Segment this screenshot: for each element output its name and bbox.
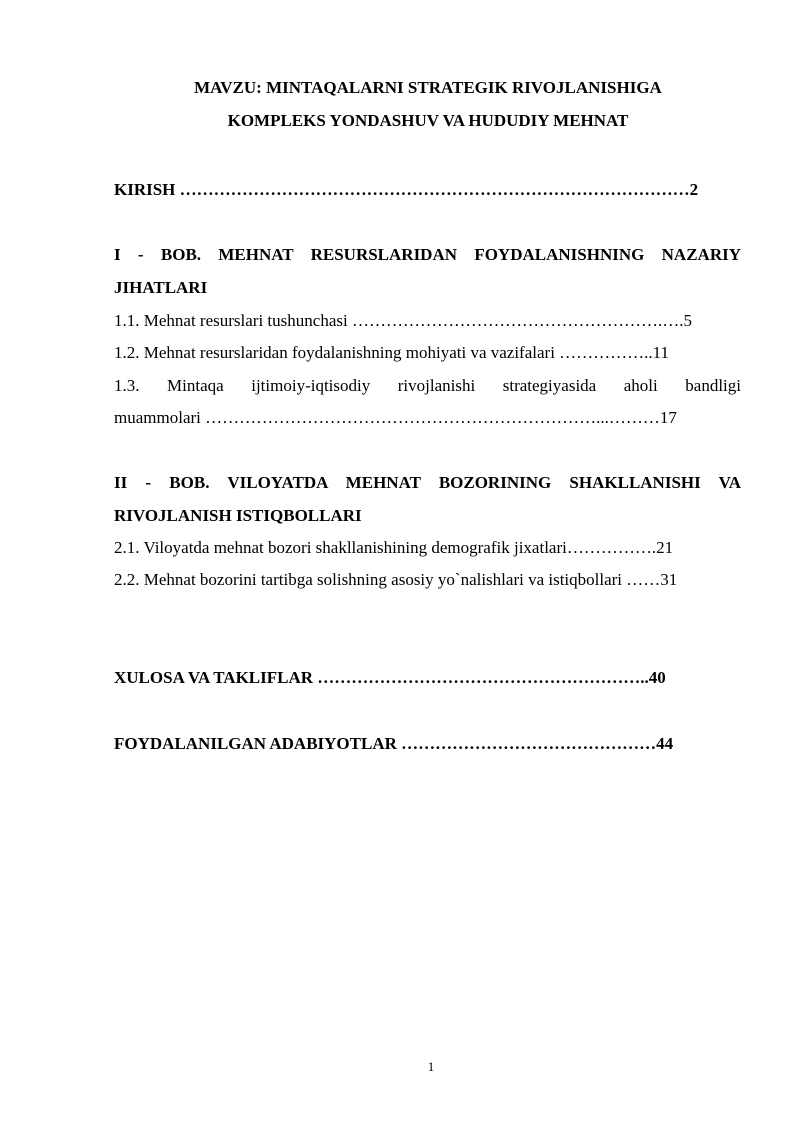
- toc-entry-1-3-line-2: muammolari ……………………………………………………………...………17: [114, 408, 677, 427]
- chapter2-heading-line-1: II - BOB. VILOYATDA MEHNAT BOZORINING SHAKLLANISHI VA: [114, 473, 741, 492]
- chapter1-heading-line-1: I - BOB. MEHNAT RESURSLARIDAN FOYDALANISHNING NAZARIY: [114, 245, 741, 264]
- toc-entry-2-2: 2.2. Mehnat bozorini tartibga solishning asosiy yo`nalishlari va istiqbollari ……31: [114, 570, 678, 589]
- chapter1-heading-line-2: JIHATLARI: [114, 278, 208, 297]
- toc-entry-1-3-line-1: 1.3. Mintaqa ijtimoiy-iqtisodiy rivojlanishi strategiyasida aholi bandligi: [114, 376, 741, 395]
- toc-entry-1-2: 1.2. Mehnat resurslaridan foydalanishning mohiyati va vazifalari ……………..11: [114, 343, 670, 362]
- toc-entry-references: FOYDALANILGAN ADABIYOTLAR ………………………………………44: [114, 734, 674, 753]
- toc-entry-1-1: 1.1. Mehnat resurslari tushunchasi ……………………………………………….….5: [114, 311, 692, 330]
- document-title-line-1: MAVZU: MINTAQALARNI STRATEGIK RIVOJLANISHIGA: [194, 78, 662, 97]
- chapter2-heading-line-2: RIVOJLANISH ISTIQBOLLARI: [114, 506, 362, 525]
- document-title-line-2: KOMPLEKS YONDASHUV VA HUDUDIY MEHNAT: [227, 111, 629, 130]
- toc-entry-intro: KIRISH ………………………………………………………………………………2: [114, 180, 699, 199]
- page-number: 1: [427, 1059, 435, 1074]
- toc-entry-conclusion: XULOSA VA TAKLIFLAR …………………………………………………..40: [114, 668, 666, 687]
- toc-entry-2-1: 2.1. Viloyatda mehnat bozori shakllanishining demografik jixatlari…………….21: [114, 538, 674, 557]
